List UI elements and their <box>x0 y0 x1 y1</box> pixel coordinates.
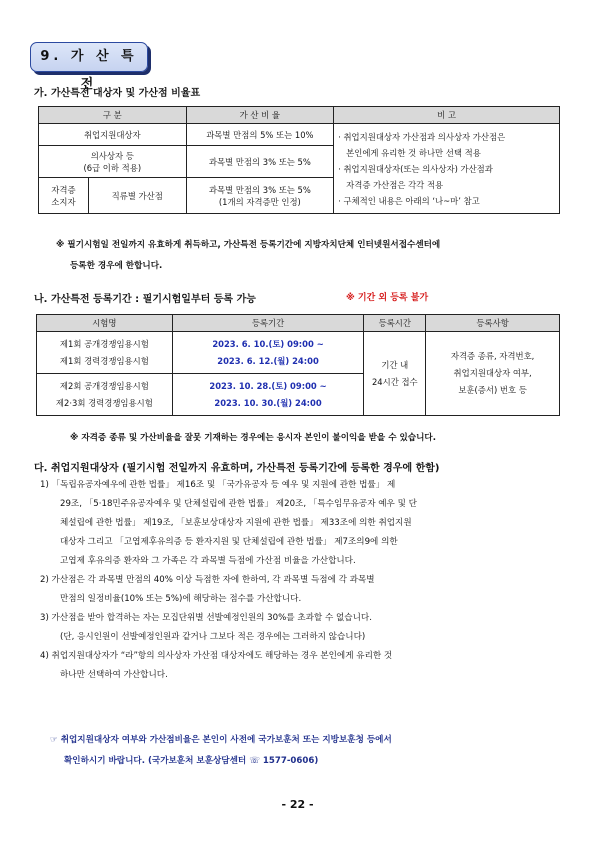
part-c-tip: ☞ 취업지원대상자 여부와 가산점비율은 본인이 사전에 국가보훈처 또는 지방보훈청 등에서 <box>50 735 392 745</box>
body-line: 3) 가산점을 받아 합격하는 자는 모집단위별 선발예정인원의 30%를 초과할 수 없습니다. <box>40 613 372 623</box>
remark-line: · 취업지원대상자 가산점과 의사상자 가산점은 <box>338 131 506 142</box>
body-line: 4) 취업지원대상자가 “라”항의 의사상자 가산점 대상자에도 해당하는 경우 본인에게 유리한 것 <box>40 651 393 661</box>
body-line: 대상자 그리고 「고엽제후유의증 등 환자지원 및 단체설립에 관한 법률」 제7조의9에 의한 <box>60 537 398 547</box>
category-line: 자격증 <box>51 184 76 195</box>
body-line: 체설립에 관한 법률」 제19조, 「보훈보상대상자 지원에 관한 법률」 제33조에 의한 취업지원 <box>60 518 412 528</box>
rate-cell: 과목별 만점의 5% 또는 10% <box>186 124 334 146</box>
body-line: 1) 「독립유공자예우에 관한 법률」 제16조 및 「국가유공자 등 예우 및 지원에 관한 법률」 제 <box>40 480 396 490</box>
body-line: 만점의 일정비율(10% 또는 5%)에 해당하는 점수를 가산합니다. <box>60 594 302 604</box>
part-c-heading: 다. 취업지원대상자 (필기시험 전일까지 유효하며, 가산특전 등록기간에 등록한 경우에 한함) <box>34 463 440 474</box>
part-b-warning: ※ 기간 외 등록 불가 <box>346 293 429 303</box>
time-line: 기간 내 <box>381 359 409 370</box>
bonus-rate-table <box>38 106 560 214</box>
exam-name: 제2회 공개경쟁임용시험 <box>59 380 149 391</box>
body-line: (단, 응시인원이 선발예정인원과 같거나 그보다 적은 경우에는 그러하지 않습니다) <box>60 632 366 642</box>
time-line: 24시간 접수 <box>371 376 418 387</box>
category-cell <box>39 178 89 214</box>
time-cell <box>364 332 426 416</box>
period-end: 2023. 6. 12.(월) 24:00 <box>217 355 319 366</box>
body-line: 고엽제 후유의증 환자와 그 가족은 각 과목별 득점에 가산점 비율을 가산합니다. <box>60 556 356 566</box>
part-b-heading: 나. 가산특전 등록기간 : 필기시험일부터 등록 가능 <box>34 294 256 305</box>
header-category: 구 분 <box>39 107 187 124</box>
items-line: 자격증 종류, 자격번호, <box>450 351 535 361</box>
header-remarks: 비 고 <box>334 107 560 124</box>
exam-cell <box>37 374 173 416</box>
header-rate: 가 산 비 율 <box>186 107 334 124</box>
items-line: 보훈(증서) 번호 등 <box>458 385 527 395</box>
part-a-note: ※ 필기시험일 전일까지 유효하게 취득하고, 가산특전 등록기간에 지방자치단체 인터넷원서접수센터에 <box>56 240 441 250</box>
body-line: 29조, 「5·18민주유공자예우 및 단체설립에 관한 법률」 제20조, 「특수임무유공자 예우 및 단 <box>60 499 417 509</box>
items-line: 취업지원대상자 여부, <box>453 368 532 378</box>
registration-table <box>36 314 560 416</box>
items-cell <box>426 332 560 416</box>
part-a-note: 등록한 경우에 한합니다. <box>70 261 163 271</box>
period-cell <box>172 332 364 374</box>
rate-cell: 과목별 만점의 3% 또는 5% <box>186 146 334 178</box>
remark-line: · 취업지원대상자(또는 의사상자) 가산점과 <box>338 163 493 174</box>
period-cell <box>172 374 364 416</box>
remark-line: 자격증 가산점은 각각 적용 <box>346 179 444 190</box>
exam-cell <box>37 332 173 374</box>
header-items: 등록사항 <box>426 315 560 332</box>
header-period: 등록기간 <box>172 315 364 332</box>
category-line: 소지자 <box>51 196 76 207</box>
header-time: 등록시간 <box>364 315 426 332</box>
header-exam: 시험명 <box>37 315 173 332</box>
period-start: 2023. 10. 28.(토) 09:00 ~ <box>209 380 327 391</box>
exam-name: 제1회 공개경쟁임용시험 <box>59 338 149 349</box>
page-number: - 22 - <box>281 798 314 811</box>
remark-line: 본인에게 유리한 것 하나만 선택 적용 <box>346 147 481 158</box>
exam-name: 제1회 경력경쟁임용시험 <box>59 355 149 366</box>
part-b-note: ※ 자격증 종류 및 가산비율을 잘못 기재하는 경우에는 응시자 본인이 불이익을 받을 수 있습니다. <box>70 433 436 443</box>
body-line: 하나만 선택하여 가산합니다. <box>60 670 168 680</box>
period-end: 2023. 10. 30.(월) 24:00 <box>214 397 322 408</box>
category-cell: 취업지원대상자 <box>39 124 187 146</box>
category-cell <box>39 146 187 178</box>
body-line: 2) 가산점은 각 과목별 만점의 40% 이상 득점한 자에 한하여, 각 과목별 득점에 각 과목별 <box>40 575 375 585</box>
rate-line: 과목별 만점의 3% 또는 5% <box>208 184 311 195</box>
period-start: 2023. 6. 10.(토) 09:00 ~ <box>212 338 324 349</box>
subcategory-cell: 직류별 가산점 <box>88 178 186 214</box>
part-a-heading: 가. 가산특전 대상자 및 가산점 비율표 <box>34 88 201 99</box>
rate-line: (1개의 자격증만 인정) <box>218 196 301 207</box>
remarks-cell <box>334 124 560 214</box>
rate-cell <box>186 178 334 214</box>
part-c-body <box>40 476 570 685</box>
exam-name: 제2·3회 경력경쟁임용시험 <box>55 397 153 408</box>
category-line: (6급 이하 적용) <box>83 162 142 173</box>
category-line: 의사상자 등 <box>90 150 134 161</box>
remark-line: · 구체적인 내용은 아래의 ‘나~마’ 참고 <box>338 195 480 206</box>
part-c-tip: 확인하시기 바랍니다. (국가보훈처 보훈상담센터 ☏ 1577-0606) <box>64 756 319 766</box>
section-title: 9. 가 산 특 전 <box>30 42 148 72</box>
